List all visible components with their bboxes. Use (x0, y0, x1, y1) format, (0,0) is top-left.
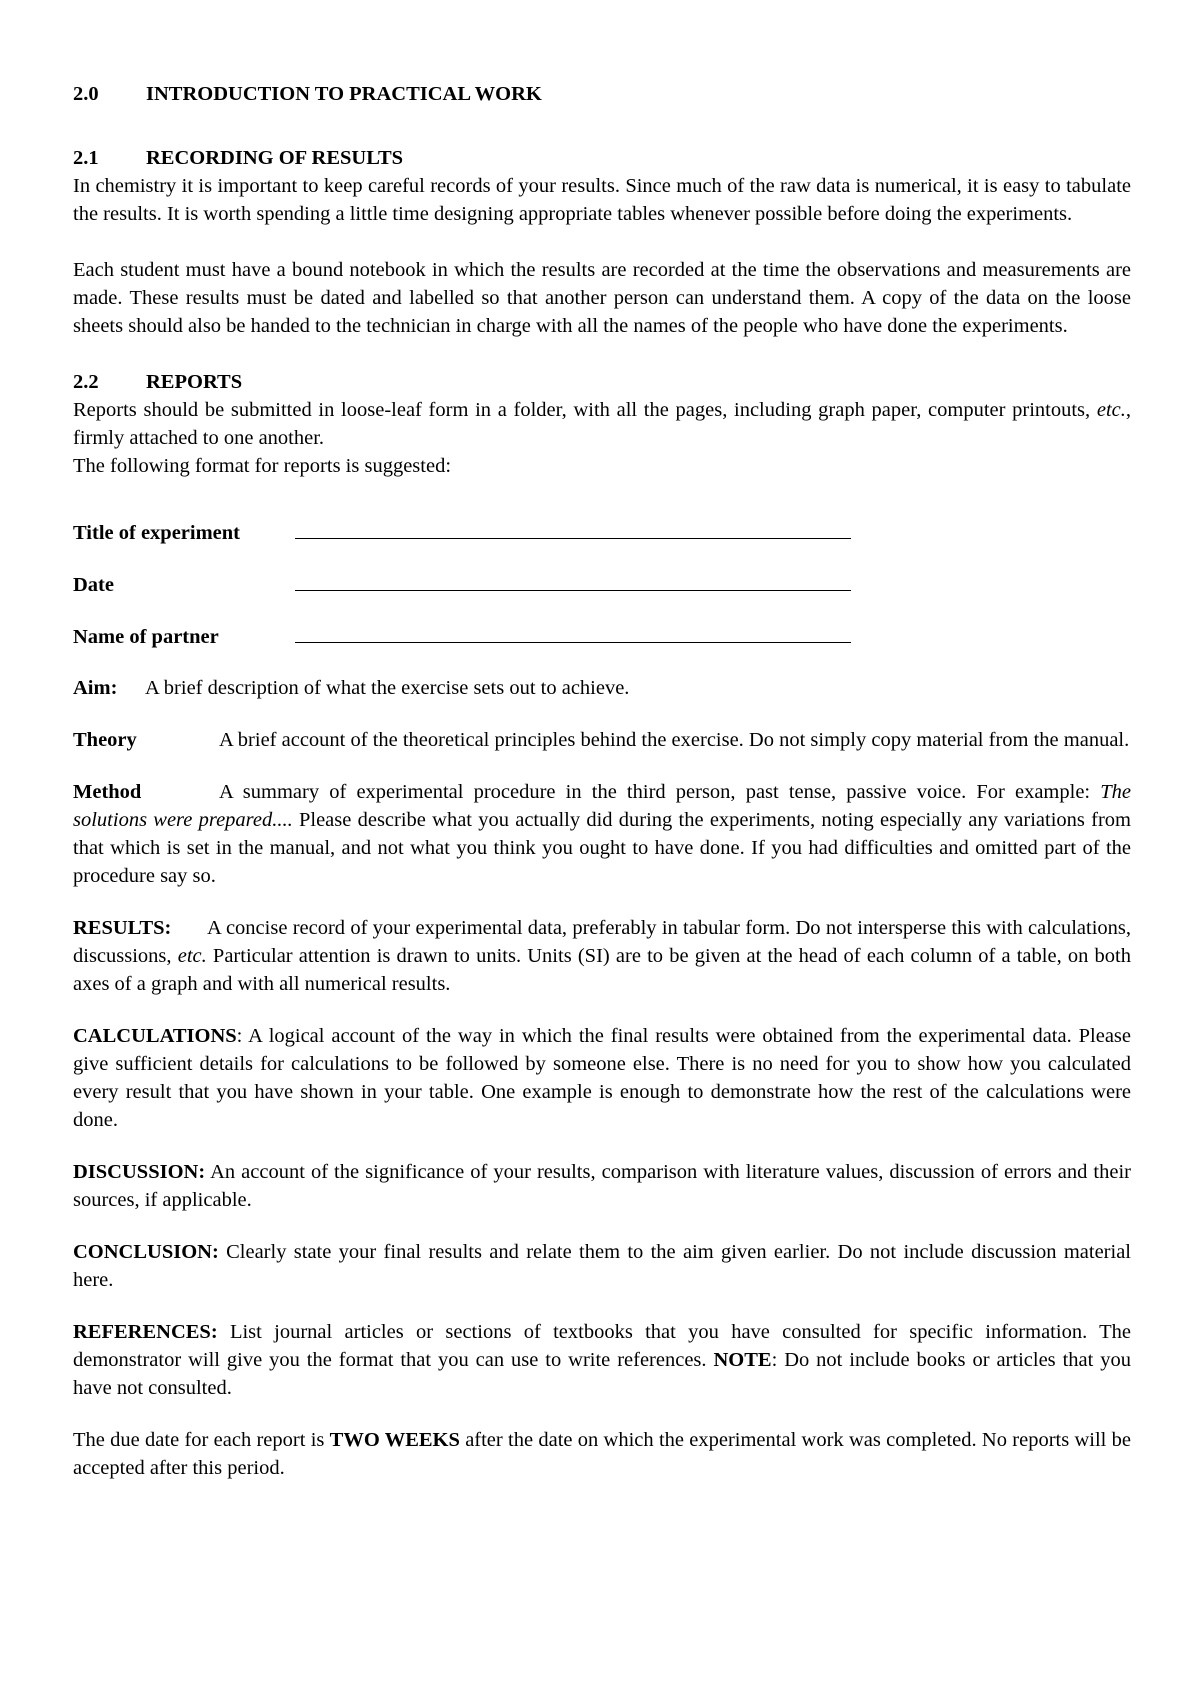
section-title: REPORTS (146, 371, 243, 393)
form-row-date (73, 570, 1131, 598)
calculations-paragraph: CALCULATIONS: A logical account of the way in which the final results were obtained from the experimental data. Please give sufficient details for calculations to be followed by someone else. There is no need for you to show how you calculated every result that you have shown in your table. One example is enough to demonstrate how the rest of the calculations were done. (73, 1025, 1131, 1131)
note-label: NOTE (713, 1349, 772, 1371)
method-paragraph: Method A summary of experimental procedure in the third person, past tense, passive voice. For example: The solutions were prepared.... Please describe what you actually did during the experiments, noting especially any variations from that which is set in the manual, and not what you think you ought to have done. If you had difficulties and omitted part of the procedure say so. (73, 778, 1131, 890)
method-label: Method (73, 781, 142, 803)
theory-paragraph: Theory A brief account of the theoretical principles behind the exercise. Do not simply copy material from the manual. (73, 726, 1131, 754)
form-row-title (73, 518, 1131, 546)
recording-paragraph-1: In chemistry it is important to keep careful records of your results. Since much of the raw data is numerical, it is easy to tabulate the results. It is worth spending a little time designing appropriate tables whenever possible before doing the experiments. (73, 175, 1131, 225)
calculations-label: CALCULATIONS (73, 1025, 237, 1047)
section-number: 2.0 (73, 83, 99, 105)
conclusion-label: CONCLUSION: (73, 1241, 219, 1263)
recording-paragraph-2: Each student must have a bound notebook in which the results are recorded at the time the observations and measurements are made. These results must be dated and labelled so that another person can understand them. A copy of the data on the loose sheets should also be handed to the technician in charge with all the names of the people who have done the experiments. (73, 259, 1131, 337)
date-line (295, 570, 851, 591)
reports-intro: Reports should be submitted in loose-leaf form in a folder, with all the pages, including graph paper, computer printouts, etc., firmly attached to one another. (73, 399, 1131, 449)
references-paragraph: REFERENCES: List journal articles or sections of textbooks that you have consulted for specific information. The demonstrator will give you the format that you can use to write references. NOTE: Do not include books or articles that you have not consulted. (73, 1321, 1131, 1399)
aim-label: Aim: (73, 677, 118, 699)
form-row-partner (73, 622, 1131, 650)
discussion-paragraph: DISCUSSION: An account of the significance of your results, comparison with literature values, discussion of errors and their sources, if applicable. (73, 1161, 1131, 1211)
section-title: RECORDING OF RESULTS (146, 147, 404, 169)
name-of-partner-line (295, 622, 851, 643)
conclusion-paragraph: CONCLUSION: Clearly state your final results and relate them to the aim given earlier. Do not include discussion material here. (73, 1241, 1131, 1291)
section-number: 2.1 (73, 147, 99, 169)
section-heading-reports (73, 368, 1131, 396)
name-of-partner-label: Name of partner (73, 626, 219, 648)
section-number: 2.2 (73, 371, 99, 393)
section-heading-main (73, 80, 1131, 108)
document-page (73, 80, 1131, 1482)
section-title: INTRODUCTION TO PRACTICAL WORK (146, 83, 542, 105)
two-weeks-emphasis: TWO WEEKS (329, 1429, 460, 1451)
section-heading-recording (73, 144, 1131, 172)
references-label: REFERENCES: (73, 1321, 218, 1343)
date-label: Date (73, 574, 114, 596)
results-label: RESULTS: (73, 917, 172, 939)
theory-label: Theory (73, 729, 137, 751)
results-paragraph: RESULTS: A concise record of your experimental data, preferably in tabular form. Do not intersperse this with calculations, discussions, etc. Particular attention is drawn to units. Units (SI) are to be given at the head of each column of a table, on both axes of a graph and with all numerical results. (73, 914, 1131, 998)
discussion-label: DISCUSSION: (73, 1161, 206, 1183)
title-of-experiment-line (295, 518, 851, 539)
due-date-paragraph: The due date for each report is TWO WEEKS after the date on which the experimental work was completed. No reports will be accepted after this period. (73, 1429, 1131, 1479)
title-of-experiment-label: Title of experiment (73, 522, 240, 544)
reports-format-line: The following format for reports is suggested: (73, 455, 452, 477)
aim-paragraph: Aim: A brief description of what the exercise sets out to achieve. (73, 674, 1131, 702)
